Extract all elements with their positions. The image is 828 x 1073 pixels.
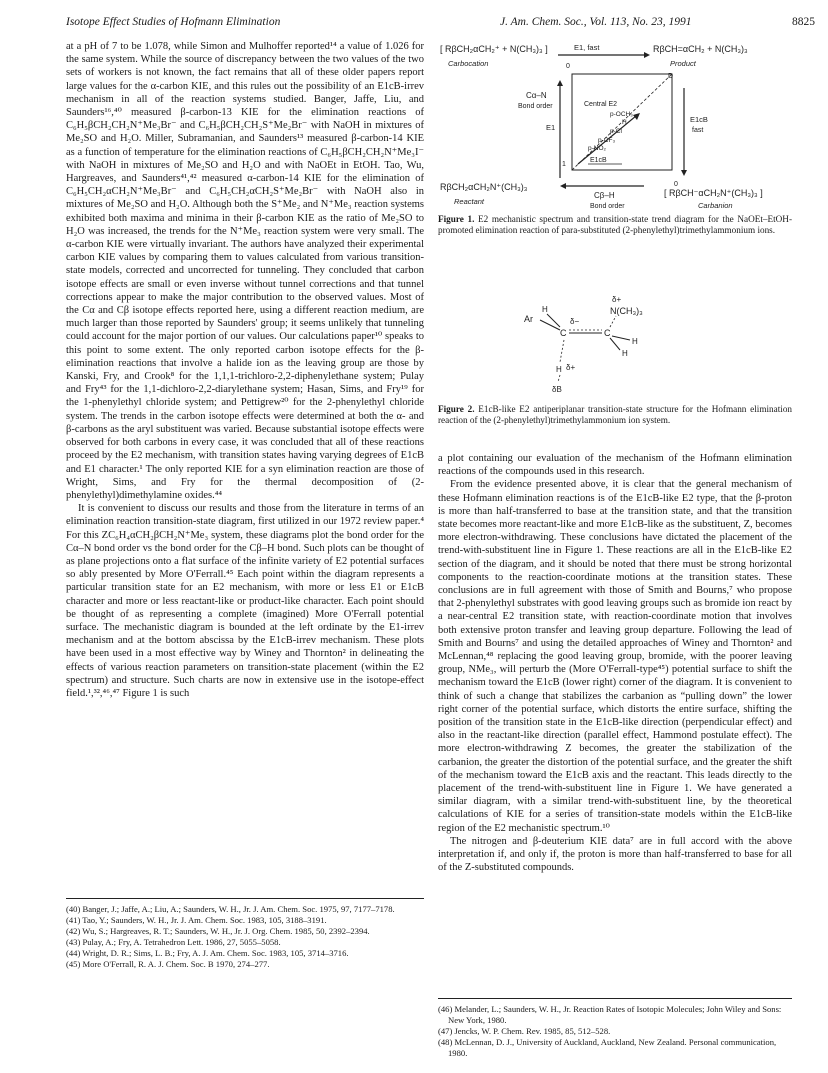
fig2-cn-bond [610,316,616,327]
fig1-trend-arrowhead [633,113,640,120]
footnote: (44) Wright, D. R.; Sims, L. B.; Fry, A. J. Am. Chem. Soc. 1983, 105, 3714–3716. [66,948,349,958]
fig2-ar: Ar [524,314,533,324]
fig2-ch-bottom-bond [560,340,564,362]
fig1-right-e1cb: E1cB [690,115,708,124]
fig1-bottom-e1cb: E1cB [590,157,607,164]
fig2-n-group: N(CH₃)₃ [610,306,643,316]
fig1-top-arrowhead [644,52,650,58]
fig1-product-label: Product [670,59,696,68]
running-header-title: Isotope Effect Studies of Hofmann Elimination [66,16,281,28]
footnote-rule [66,898,424,899]
fig1-carbocation-label: Carbocation [448,59,489,68]
footnote: (41) Tao, Y.; Saunders, W. H., Jr. J. Am. Chem. Soc. 1983, 105, 3188–3191. [66,915,327,925]
fig1-carbanion-label: Carbanion [698,201,733,210]
body-paragraph: It is convenient to discuss our results and those from the literature in terms of an elimination reaction transition-state diagram, first utilized in our 1972 review paper.⁴ For this ZC₆H₄αCH₂βCH₂N⁺Me₃ system, these diagrams plot the bond order for the Cα–N bond order vs the bond order for the Cβ–H bond. Such plots can be thought of as plane projections onto a flat surface of the infinite variety of E2 potential surfaces so ably presented by More O'Ferrall.⁴⁵ Each point within the diagram represents a particular transition state for an E2 mechanism, with more or less E1 or E1cB character and more or less reactant-like or product-like character. Each point should be thought of as representing a complete (imagined) More O'Ferrall potential surface. The mechanistic diagram is bounded at the left ordinate by the E1-irrev mechanism and at the bottom abscissa by the E1cB-irrev mechanism. These plots have been used in a most effective way by Winey and Thornton² in delineating the effects of various reaction parameters on transition-state placement (within the E2 spectrum) and structure. Such charts are now in extensive use in the isotope-effect field.¹,³²,⁴⁶,⁴⁷ Figure 1 is such [66,503,424,699]
fig1-point-pno2: p-NO₂ [588,145,607,152]
footnote: (48) McLennan, D. J., University of Auckland, Auckland, New Zealand. Personal communication, 1980. [438,1037,777,1058]
fig2-delta-minus-b: δB [552,385,562,394]
fig1-right-fast: fast [692,127,704,134]
fig2-h-right2: H [622,349,628,358]
fig1-corner-d: D [668,73,674,80]
right-footnotes [438,1004,792,1059]
left-footnotes [66,904,424,970]
footnote: (45) More O'Ferrall, R. A. J. Chem. Soc. B 1970, 274–277. [66,959,270,969]
fig1-point-pocH3: p-OCH₃ [610,111,633,118]
fig1-corner-1: 1 [562,161,566,168]
fig1-left-arrowhead [557,80,563,86]
figure1-caption [438,214,792,237]
figure2-structure [520,294,700,394]
figure1-caption-text: E2 mechanistic spectrum and transition-state trend diagram for the NaOEt–EtOH-promoted elimination reaction of para-substituted (2-phenylethyl)trimethylammonium ions. [438,214,792,236]
footnote: (40) Banger, J.; Jaffe, A.; Liu, A.; Saunders, W. H., Jr. J. Am. Chem. Soc. 1975, 97, 7177–7178. [66,904,395,914]
fig1-top-right-species: RβCH=αCH₂ + N(CH₃)₃ [653,44,748,54]
fig1-corner-0-top: 0 [566,63,570,70]
fig2-delta-plus-bottom: δ+ [566,363,576,372]
fig2-h-bond [547,314,560,327]
fig1-bottom-left-species: RβCH₂αCH₂N⁺(CH₃)₃ [440,182,528,192]
fig2-delta-minus: δ− [570,317,580,326]
fig1-left-e1: E1 [546,123,556,132]
fig2-ch-bond1 [612,336,630,340]
fig1-bottom-axis-sub: Bond order [590,203,625,210]
body-paragraph: at a pH of 7 to be 1.078, while Simon and Mulhoffer reported¹⁴ a value of 1.026 for the same system. While the source of discrepancy between the two values of the two sets of workers is not known, the fact remains that all of these older papers report large values for the α-carbon KIE, and this rules out the possibility of an E1cB-irrev mechanism in all of the reaction systems studied. Banger, Jaffe, Liu, and Saunders¹⁶,⁴⁰ measured β-carbon-13 KIE for the elimination reactions of C₆H₅βCH₂CH₂N⁺Me₃Br⁻ and C₆H₅βCH₂CH₂S⁺Me₂Br⁻ with NaOH in mixtures of Me₂SO and H₂O. Miller, Subramanian, and Saunders¹³ measured β-carbon-14 KIE as a function of temperature for the elimination reactions of C₆H₅βCH₂CH₂N⁺Me₃I⁻ with NaOH in mixtures of Me₂SO and H₂O and with NaOEt in EtOH. Tao, Wu, Hargreaves, and Saunders⁴¹,⁴² measured α-carbon-14 KIE for the elimination of C₆H₅CH₂αCH₂N⁺Me₃Br⁻ and C₆H₅CH₂αCH₂S⁺Me₂Br⁻ with NaOH also in mixtures of Me₂SO and H₂O. Although both the S⁺Me₂ and N⁺Me₃ reaction systems exhibited both maxima and minima in their β-carbon KIE as the ratio of Me₂SO to H₂O was increased, the trends for the N⁺Me₃ reaction system were very small. The α-carbon KIE were virtually invariant. The authors have analyzed their experimental carbon KIE values by comparing them to values calculated from various transition-state models, corrected and uncorrected for tunneling. They concluded that carbon isotope effects are small or even inverse without tunnel corrections and that tunnel corrections appear to make the major contribution to the observed values. Most of the Cα and Cβ isotope effects reported here, using a different reaction medium, are much larger than those reported by Saunders' group; it seems unlikely that tunneling could account for the major portion of our values. Our calculations paper¹⁰ speaks to this point to some extent. The only reported carbon isotope effects for the β-elimination reactions that involve a halide ion as the leaving group are those by Kanski, Fry, and Crook⁸ for the 1,1,1-trichloro-2,2-diphenylethane system; Pulay and Fry⁴³ for the 1,1-dichloro-2,2-diarylethane system; Hasan, Sims, and Fry¹⁹ for the 1-phenylethyl chloride system; and Pettigrew²⁰ for the 2-phenylethyl chloride system. The trends in the carbon isotope effects were determined at both the α- and β-carbons as the aryl substituent was varied. Because substantial isotope effects were observed for both carbons in every case, it was concluded that all of these reactions proceed by the E2 mechanism, with transition states having varying degrees of E1cB and E1 character.¹ The only reported KIE for a syn elimination reaction are those of Wright, Sims, and Fry for the thermal decomposition of (2-phenylethyl)dimethylamine oxides.⁴⁴ [66,41,424,501]
fig2-h-top: H [542,305,548,314]
running-header-journal: J. Am. Chem. Soc., Vol. 113, No. 23, 1991 [500,16,692,28]
body-paragraph: a plot containing our evaluation of the mechanism of the Hofmann elimination reactions of the compounds used in this research. [438,453,792,478]
fig1-left-axis-sub: Bond order [518,103,553,110]
fig2-c-alpha: C [604,328,611,338]
figure1-diagram [438,38,792,210]
fig1-left-axis-bond: Cα–N [526,91,547,100]
fig2-ar-bond [540,320,560,330]
fig2-hb-bond [558,375,560,382]
fig1-reactant-label: Reactant [454,197,485,206]
fig1-point-pcf3: p-CF₃ [598,137,616,144]
fig1-e1-fast-label: E1, fast [574,43,600,52]
fig1-bottom-right-species: [ RβCH⁻αCH₂N⁺(CH₃)₃ ] [664,188,763,198]
fig2-delta-plus-top: δ+ [612,295,622,304]
fig1-corner-0-bottom: 0 [674,181,678,188]
body-paragraph: From the evidence presented above, it is clear that the general mechanism of these Hofmann elimination reactions is of the E1cB-like E2 type, that the β-proton is more than half-transferred to base at the transition state, and that the transition state becomes more reactant-like and more E1cB-like as the substituent, Z, becomes more electron-withdrawing. These conclusions have dictated the placement of the trend-with-substituent line in Figure 1. These reactions are all in the E1cB-like E2 section of the diagram, and it should be noted that there must be strong horizontal components to the reaction-coordinate motions at the transition states. These conclusions are in full agreement with those of Smith and Bourns,⁷ who propose that 2-phenylethyl substrates with good leaving groups such as bromide ion react by a near-central E2 transition state, with reaction-coordinate motion that involves both extensive proton transfer and leaving group departure. Following the lead of Smith and Bourns⁷ and using the detailed approaches of Winey and Thornton² and McLennan,⁴⁸ replacing the good leaving group, bromide, with the poorer leaving group, NMe₃, will perturb the (More O'Ferrall-type⁴⁵) potential surface to shift the mechanism toward the E1cB (lower right) corner of the diagram. It is convenient to think of such a change that stabilizes the carbanion as “pulling down” the lower right corner of the potential surface, which distorts the entire surface, shifting the position of the transition state in the E1cB-like direction (perpendicular effect) and also in the reactant-like direction (parallel effect, Hammond postulate effect). The more electron-withdrawing Z becomes, the greater the stabilization of the carbanion, the greater the distortion of the potential surface, and the greater the shift of the mechanism toward the E1cB axis and the reactant. This leads directly to the placement of the trend-with-substituent line in Figure 1. We have generated a similar diagram, with a similar trend-with-substituent line, by the theoretical calculations of KIE for a series of transition-state models within the E1cB-like region of the E2 mechanistic spectrum.¹⁰ [438,479,792,834]
fig1-bottom-arrowhead [560,183,566,189]
footnote: (42) Wu, S.; Hargreaves, R. T.; Saunders, W. H., Jr. J. Org. Chem. 1985, 50, 2392–2394. [66,926,370,936]
fig2-c-beta: C [560,328,567,338]
footnote: (43) Pulay, A.; Fry, A. Tetrahedron Lett. 1986, 27, 5055–5058. [66,937,281,947]
fig1-point-pcl: p-Cl [610,128,622,135]
fig2-ch-bond2 [610,338,620,350]
fig1-right-arrowhead [681,170,687,176]
fig1-point-h: H [622,119,627,126]
left-column-body [66,40,424,700]
figure2-caption-text: E1cB-like E2 antiperiplanar transition-state structure for the Hofmann elimination reaction of the (2-phenylethyl)trimethylammonium ion system. [438,404,793,426]
fig1-bottom-axis-bond: Cβ–H [594,191,615,200]
fig1-top-left-species: [ RβCH₂αCH₂⁺ + N(CH₃)₃ ] [440,44,548,54]
footnote: (47) Jencks, W. P. Chem. Rev. 1985, 85, 512–528. [438,1026,611,1036]
fig1-central-e2: Central E2 [584,101,618,108]
figure1-caption-label: Figure 1. [438,214,475,224]
figure2-caption-label: Figure 2. [438,404,475,414]
figure2-caption [438,404,792,427]
footnote: (46) Melander, L.; Saunders, W. H., Jr. Reaction Rates of Isotopic Molecules; John Wiley and Sons: New York, 1980. [438,1004,782,1025]
fig2-h-bottom: H [556,365,562,374]
footnote-rule [438,998,792,999]
right-column-body [438,452,792,875]
fig2-h-right1: H [632,337,638,346]
body-paragraph: The nitrogen and β-deuterium KIE data⁷ are in full accord with the above interpretation if, and only if, the proton is more than half-transferred to base for all of the Z-substituted compounds. [438,835,792,874]
page-number: 8825 [792,16,815,28]
